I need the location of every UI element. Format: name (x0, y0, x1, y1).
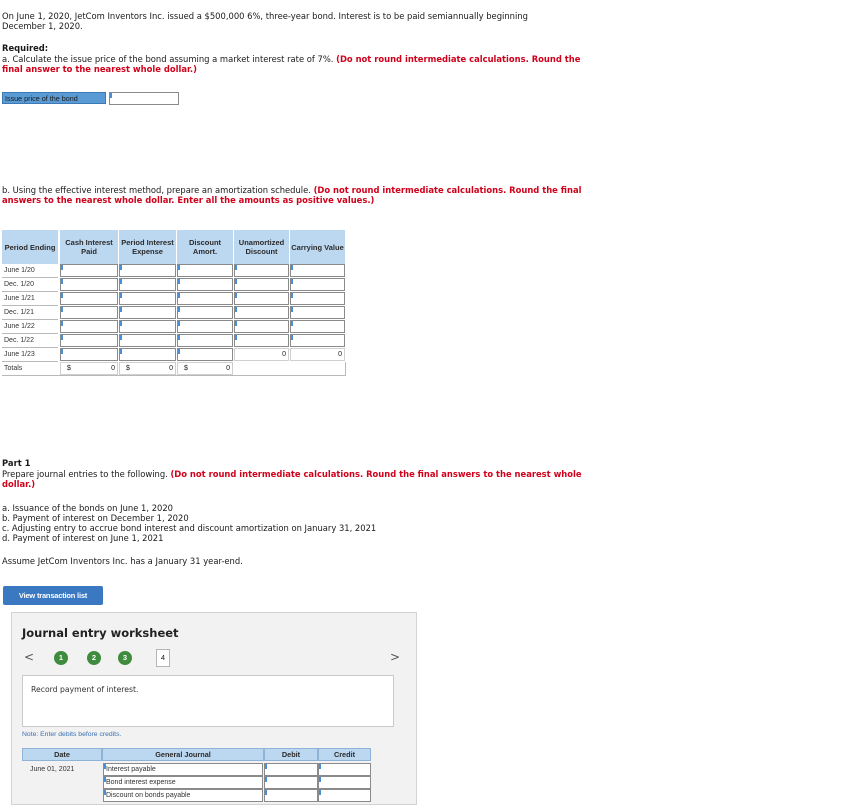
amort-cell-unamortized[interactable] (234, 320, 289, 333)
part1-question (2, 469, 582, 489)
worksheet-title: Journal entry worksheet (22, 626, 179, 640)
totals-cell-amort: 0 (177, 362, 233, 375)
amort-cell-cash[interactable] (60, 306, 118, 319)
amort-cell-expense[interactable] (119, 306, 176, 319)
totals-currency-symbol: $ (67, 365, 71, 372)
required-label: Required: (2, 43, 49, 53)
journal-account-field[interactable]: Discount on bonds payable (103, 789, 263, 802)
journal-header-general-journal: General Journal (102, 748, 264, 761)
journal-header-debit: Debit (264, 748, 318, 761)
amort-cell-cash[interactable] (60, 292, 118, 305)
journal-header-date: Date (22, 748, 102, 761)
table-row-period: June 1/20 (4, 267, 35, 274)
journal-entry-worksheet (11, 612, 417, 805)
table-row-period: June 1/23 (4, 351, 35, 358)
amort-cell-carrying[interactable] (290, 334, 345, 347)
totals-currency-symbol: $ (126, 365, 130, 372)
journal-date: June 01, 2021 (30, 766, 75, 773)
amort-cell-carrying: 0 (290, 348, 345, 361)
totals-edge (345, 362, 346, 376)
part-a-text: a. Calculate the issue price of the bond assuming a market interest rate of 7%. (2, 54, 334, 64)
amort-cell-unamortized[interactable] (234, 278, 289, 291)
table-row-period: Dec. 1/20 (4, 281, 34, 288)
amort-cell-unamortized: 0 (234, 348, 289, 361)
issue-price-label: Issue price of the bond (2, 92, 106, 104)
part1-assumption: Assume JetCom Inventors Inc. has a January 31 year-end. (2, 556, 243, 566)
part-b-instruction: (Do not round intermediate calculations. Round the final answers to the nearest whole dollar. Enter all the amounts as positive values.) (2, 185, 582, 205)
worksheet-note: Note: Enter debits before credits. (22, 731, 122, 738)
totals-currency-symbol: $ (184, 365, 188, 372)
journal-debit-field[interactable] (264, 776, 318, 789)
amort-cell-expense[interactable] (119, 320, 176, 333)
header-unamortized-discount: Unamortized Discount (234, 230, 289, 264)
issue-price-input[interactable] (109, 92, 179, 105)
part-a-question (2, 54, 592, 74)
amort-cell-amort[interactable] (177, 292, 233, 305)
part-b-question (2, 185, 592, 205)
intro-text: On June 1, 2020, JetCom Inventors Inc. issued a $500,000 6%, three-year bond. Interest is to be paid semiannually beginning December 1, 2020. (2, 11, 528, 31)
worksheet-description: Record payment of interest. (22, 675, 394, 727)
totals-cell-expense: 0 (119, 362, 176, 375)
part1-item-a: a. Issuance of the bonds on June 1, 2020 (2, 503, 174, 513)
prev-chevron-icon[interactable]: < (24, 650, 35, 664)
header-interest-expense: Period Interest Expense (119, 230, 176, 264)
amort-cell-cash[interactable] (60, 348, 118, 361)
header-carrying-value: Carrying Value (290, 230, 345, 264)
totals-cell-cash: 0 (60, 362, 118, 375)
amort-cell-unamortized[interactable] (234, 292, 289, 305)
journal-credit-field[interactable] (318, 789, 371, 802)
part1-title: Part 1 (2, 458, 31, 468)
step-1-button[interactable]: 1 (54, 651, 68, 665)
step-3-button[interactable]: 3 (118, 651, 132, 665)
header-cash-interest: Cash Interest Paid (60, 230, 118, 264)
amort-cell-expense[interactable] (119, 292, 176, 305)
amort-cell-cash[interactable] (60, 264, 118, 277)
amort-cell-expense[interactable] (119, 264, 176, 277)
journal-account-field[interactable]: Interest payable (103, 763, 263, 776)
amort-cell-amort[interactable] (177, 348, 233, 361)
totals-label: Totals (4, 365, 23, 372)
part1-item-b: b. Payment of interest on December 1, 2020 (2, 513, 189, 523)
part1-text: Prepare journal entries to the following. (2, 469, 168, 479)
amort-cell-amort[interactable] (177, 278, 233, 291)
step-2-button[interactable]: 2 (87, 651, 101, 665)
amort-cell-cash[interactable] (60, 334, 118, 347)
amort-cell-amort[interactable] (177, 306, 233, 319)
header-discount-amort: Discount Amort. (177, 230, 233, 264)
amort-cell-cash[interactable] (60, 320, 118, 333)
totals-divider (2, 375, 345, 376)
part-b-text: b. Using the effective interest method, prepare an amortization schedule. (2, 185, 311, 195)
view-transaction-list-button[interactable]: View transaction list (3, 586, 103, 605)
table-row-period: Dec. 1/22 (4, 337, 34, 344)
journal-credit-field[interactable] (318, 776, 371, 789)
amort-cell-carrying[interactable] (290, 306, 345, 319)
amort-cell-carrying[interactable] (290, 278, 345, 291)
part-a-instruction: (Do not round intermediate calculations. Round the final answer to the nearest whole dollar.) (2, 54, 581, 74)
amort-cell-unamortized[interactable] (234, 306, 289, 319)
part1-item-c: c. Adjusting entry to accrue bond interest and discount amortization on January 31, 2021 (2, 523, 377, 533)
journal-credit-field[interactable] (318, 763, 371, 776)
amort-cell-amort[interactable] (177, 334, 233, 347)
amort-cell-expense[interactable] (119, 334, 176, 347)
next-chevron-icon[interactable]: > (390, 650, 401, 664)
amort-cell-unamortized[interactable] (234, 334, 289, 347)
journal-header-credit: Credit (318, 748, 371, 761)
header-period-ending: Period Ending (2, 230, 58, 264)
journal-debit-field[interactable] (264, 763, 318, 776)
amort-cell-amort[interactable] (177, 264, 233, 277)
part1-instruction: (Do not round intermediate calculations. Round the final answers to the nearest whole dollar.) (2, 469, 582, 489)
step-4-current[interactable]: 4 (156, 649, 170, 667)
amort-cell-cash[interactable] (60, 278, 118, 291)
part1-item-d: d. Payment of interest on June 1, 2021 (2, 533, 164, 543)
amort-cell-unamortized[interactable] (234, 264, 289, 277)
amort-cell-amort[interactable] (177, 320, 233, 333)
amort-cell-expense[interactable] (119, 278, 176, 291)
amort-cell-expense[interactable] (119, 348, 176, 361)
amort-cell-carrying[interactable] (290, 320, 345, 333)
table-row-period: Dec. 1/21 (4, 309, 34, 316)
table-row-period: June 1/22 (4, 323, 35, 330)
amort-cell-carrying[interactable] (290, 292, 345, 305)
amort-cell-carrying[interactable] (290, 264, 345, 277)
journal-account-field[interactable]: Bond interest expense (103, 776, 263, 789)
journal-debit-field[interactable] (264, 789, 318, 802)
table-row-period: June 1/21 (4, 295, 35, 302)
